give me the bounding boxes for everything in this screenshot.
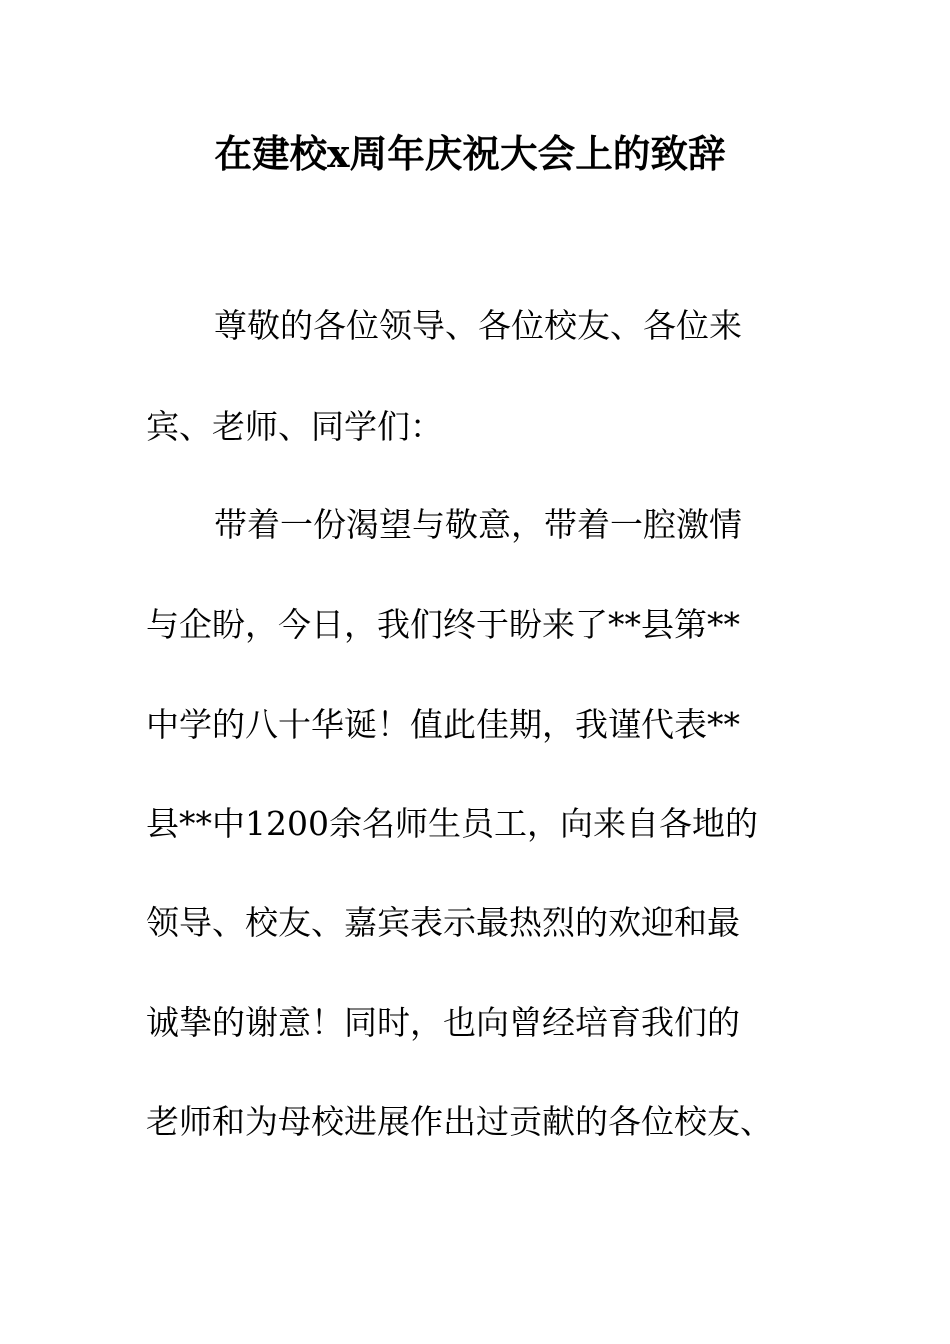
body-line-1: 带着一份渴望与敬意，带着一腔激情 — [214, 505, 742, 544]
body-line-2: 与企盼，今日，我们终于盼来了**县第** — [146, 605, 740, 644]
body-line-5: 领导、校友、嘉宾表示最热烈的欢迎和最 — [146, 903, 740, 942]
body-line-6: 诚挚的谢意！同时，也向曾经培育我们的 — [146, 1003, 740, 1042]
body-line-7: 老师和为母校进展作出过贡献的各位校友、 — [146, 1102, 773, 1141]
body-line-3: 中学的八十华诞！值此佳期，我谨代表** — [146, 705, 740, 744]
body-line-4: 县**中1200余名师生员工，向来自各地的 — [146, 804, 758, 843]
document-title: 在建校x周年庆祝大会上的致辞 — [214, 131, 726, 176]
salutation-line-2: 宾、老师、同学们： — [146, 407, 443, 446]
salutation-line-1: 尊敬的各位领导、各位校友、各位来 — [214, 306, 742, 345]
